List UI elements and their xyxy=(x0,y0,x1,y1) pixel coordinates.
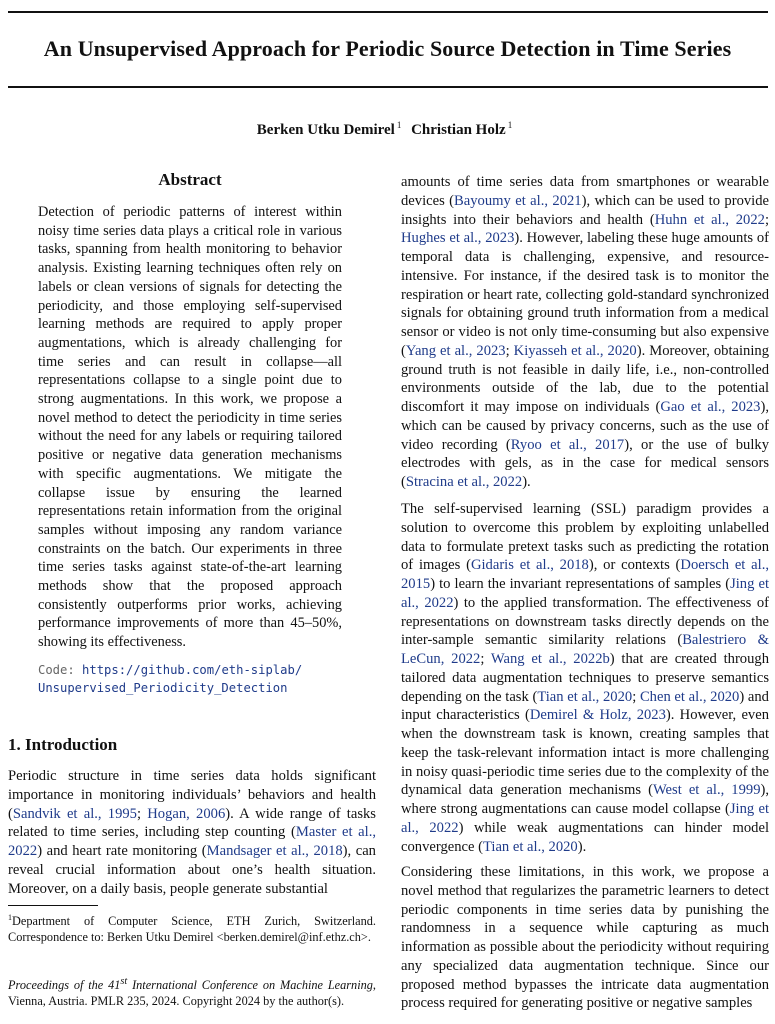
citation-link[interactable]: Ryoo et al., 2017 xyxy=(510,436,625,453)
citation-link[interactable]: Chen et al., 2020 xyxy=(639,688,740,705)
text-run: ). However, labeling these huge amounts of temporal data is challenging, expensive, and resource-intensive. For instance, if the desired task is to monitor the respiration or heart rate, collecting gold-standard synchronized signals for obtaining ground truth information from a medical sensor or video is not only time-consuming but also expensive ( xyxy=(401,230,769,359)
text-run: ) and heart rate monitoring ( xyxy=(37,843,207,859)
text-run: ). xyxy=(577,838,587,855)
citation-link[interactable]: Jing et al., 2022 xyxy=(401,801,769,836)
text-run: ), which can be caused by privacy concerns, such as the use of video recording ( xyxy=(401,399,769,453)
code-url-part-2[interactable]: Unsupervised_Periodicity_Detection xyxy=(38,681,288,695)
text-run: ). However, even when the downstream task is known, creating samples that keep the task-relevant information intact is more challenging in noisy quasi-periodic time series due to the complexity of the dynamical data generation mechanisms ( xyxy=(401,707,770,799)
text-run: ; xyxy=(505,342,514,359)
text-run: ; xyxy=(632,688,640,705)
citation-link[interactable]: Mandsager et al., 2018 xyxy=(206,843,343,859)
affiliation-mark: 1 xyxy=(396,120,402,130)
footnote-mark: 1 xyxy=(8,913,12,922)
intro-paragraph xyxy=(8,767,376,898)
text-run: ), can reveal crucial information about one’s health situation. Moreover, on a daily basis, people generate substantial xyxy=(8,843,376,897)
citation-link[interactable]: Yang et al., 2023 xyxy=(405,342,506,359)
citation-link[interactable]: Tian et al., 2020 xyxy=(482,838,578,855)
text-run: ; xyxy=(764,211,769,228)
text-run: ; xyxy=(480,651,491,667)
citation-link[interactable]: Sandvik et al., 1995 xyxy=(12,805,137,822)
proceedings-copyright: , Vienna, Austria. PMLR 235, 2024. Copyright 2024 by the author(s). xyxy=(8,978,376,1008)
code-url-part-1[interactable]: https://github.com/eth-siplab/ xyxy=(82,663,303,677)
text-run: ), or contexts ( xyxy=(588,557,681,574)
right-paragraph-3: Considering these limitations, in this work, we propose a novel method that regularizes the parametric learners to detect periodic components in time series data by punishing the randomness in a sequence while capturing as much information as possible about the periodicity without requiring any specialized data augmentation technique. Since our proposed method bypasses the intricate data augmentation process required for generating positive or negative samples xyxy=(401,864,769,1012)
top-rule xyxy=(8,11,768,13)
proceedings-note xyxy=(8,974,376,1010)
title-bottom-rule xyxy=(8,86,768,88)
abstract-text: Detection of periodic patterns of interest within noisy time series data plays a critical role in various tasks, spanning from health monitoring to behavior analysis. Existing learning techniques often rely on labels or clean versions of signals for detecting the periodicity, and those employing self-supervised learning methods are required to apply proper augmentations, which is already challenging for time series and can result in collapse—all representations collapse to a single point due to strong augmentations. In this work, we propose a novel method to detect the periodicity in time series without the need for any labels or requiring tailored positive or negative data generation mechanisms with specific augmentations. We mitigate the collapse issue by ensuring the learned representations retain information from the original samples without imposing any random variance constraints on the batch. Our experiments in three time series tasks against state-of-the-art learning methods show that the proposed approach consistently outperforms prior works, achieving performance improvements of more than 45–50%, showing its effectiveness. xyxy=(38,204,342,651)
code-url[interactable] xyxy=(38,663,302,695)
text-run: ) that are created through tailored data augmentation techniques to preserve semantics depending on the task ( xyxy=(401,651,769,705)
text-run: amounts of time series data from smartphones or wearable devices ( xyxy=(401,174,769,209)
text-run: ; xyxy=(136,805,148,822)
affiliation-mark: 1 xyxy=(507,120,513,130)
citation-link[interactable]: Tian et al., 2020 xyxy=(537,688,633,705)
footnote-rule xyxy=(8,905,98,906)
text-run: ). xyxy=(522,474,531,490)
citation-link[interactable]: Wang et al., 2022b xyxy=(490,651,610,667)
proceedings-number: 41 xyxy=(108,978,121,993)
citation-link[interactable]: Hogan, 2006 xyxy=(147,805,226,822)
citation-link[interactable]: Huhn et al., 2022 xyxy=(654,211,765,228)
citation-link[interactable]: West et al., 1999 xyxy=(652,782,761,799)
affiliation-footnote xyxy=(8,910,376,945)
citation-link[interactable]: Demirel & Holz, 2023 xyxy=(529,707,666,724)
text-run: ), or the use of bulky electrodes with gels, as in the case for medical sensors ( xyxy=(401,436,770,490)
text-run: ), where strong augmentations can cause model collapse ( xyxy=(401,782,770,817)
citation-link[interactable]: Kiyasseh et al., 2020 xyxy=(513,342,637,359)
proceedings-ordinal: st xyxy=(120,976,128,987)
citation-link[interactable]: Stracina et al., 2022 xyxy=(405,474,523,490)
text-run: ) while weak augmentations can hinder model convergence ( xyxy=(401,819,769,855)
text-run: ). A wide range of tasks related to time series, including step counting ( xyxy=(8,805,376,841)
code-link-block xyxy=(38,661,358,697)
footnote-text: Department of Computer Science, ETH Zurich, Switzerland. Correspondence to: Berken Utku Demirel <berken.demirel@inf.ethz.ch>. xyxy=(8,914,376,945)
citation-link[interactable]: Gidaris et al., 2018 xyxy=(470,557,589,574)
citation-link[interactable]: Bayoumy et al., 2021 xyxy=(454,192,582,209)
text-run: Periodic structure in time series data holds significant importance in monitoring individuals’ behaviors and health ( xyxy=(8,768,376,822)
text-run: ). Moreover, obtaining ground truth is not feasible in daily life, i.e., non-controlled environments outside of the lab, due to the potential discomfort it may impose on individuals ( xyxy=(401,342,769,415)
right-paragraph-1 xyxy=(401,173,769,492)
right-paragraph-2 xyxy=(401,500,769,856)
author-list xyxy=(0,120,775,139)
citation-link[interactable]: Gao et al., 2023 xyxy=(660,399,761,415)
text-run: The self-supervised learning (SSL) paradigm provides a solution to overcome this problem by exploiting unlabelled data to formulate pretext tasks such as predicting the rotation of images ( xyxy=(401,501,769,574)
code-label: Code: xyxy=(38,663,75,677)
text-run: ) to learn the invariant representations of samples ( xyxy=(430,576,731,592)
text-run: ), which can be used to provide insights into their behaviors and health ( xyxy=(401,192,769,228)
citation-link[interactable]: Master et al., 2022 xyxy=(8,824,377,859)
abstract-heading: Abstract xyxy=(158,170,222,189)
section-heading-introduction: 1. Introduction xyxy=(8,735,118,754)
proceedings-conference: International Conference on Machine Learning xyxy=(127,978,373,993)
author-name: Berken Utku Demirel xyxy=(256,122,395,138)
citation-link[interactable]: Jing et al., 2022 xyxy=(401,576,769,611)
proceedings-text: Proceedings of the xyxy=(8,978,109,993)
text-run: ) to the applied transformation. The effectiveness of representations on downstream tasks directly depends on the inter-sample semantic similarity relations ( xyxy=(401,594,769,649)
citation-link[interactable]: Hughes et al., 2023 xyxy=(401,230,515,247)
author-name: Christian Holz xyxy=(411,122,506,138)
text-run: ) and input characteristics ( xyxy=(401,688,769,724)
citation-link[interactable]: Balestriero & LeCun, 2022 xyxy=(401,632,769,667)
paper-title: An Unsupervised Approach for Periodic Source Detection in Time Series xyxy=(43,36,732,61)
citation-link[interactable]: Doersch et al., 2015 xyxy=(401,557,769,592)
